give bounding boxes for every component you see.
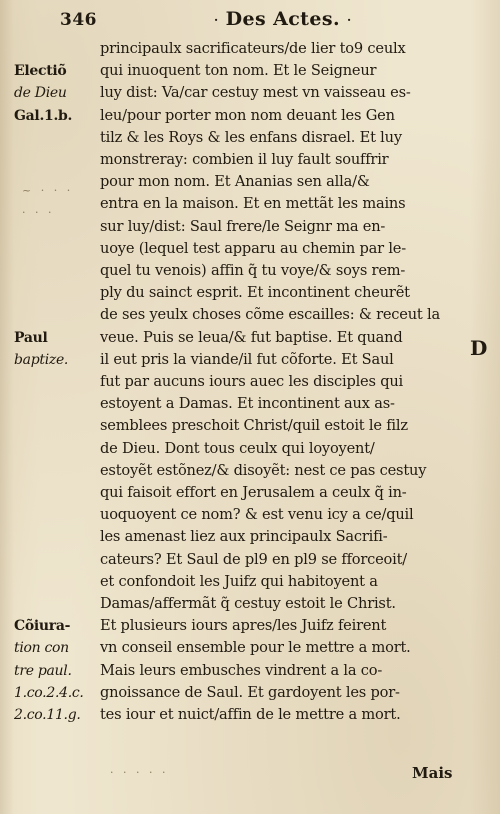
text-line: tilz & les Roys & les enfans disrael. Et luy [100, 128, 402, 146]
text-line: cateurs? Et Saul de pl9 en pl9 se fforceoit/ [100, 550, 407, 568]
text-line: principaulx sacrificateurs/de lier to9 ceulx [100, 40, 406, 57]
text-line: qui inuoquent ton nom. Et le Seigneur [100, 62, 377, 80]
margin-note: Paul [14, 329, 48, 346]
page-header [0, 6, 500, 34]
text-line: fut par aucuns iours auec les disciples qui [100, 373, 404, 390]
text-line: qui faisoit effort en Jerusalem a ceulx q̃ in- [100, 484, 407, 501]
text-line: gnoissance de Saul. Et gardoyent les por- [100, 683, 400, 701]
text-line: estoyent a Damas. Et incontinent aux as- [100, 395, 395, 413]
section-letter-mark: D [470, 336, 488, 360]
text-line: luy dist: Va/car cestuy mest vn vaisseau es- [100, 84, 411, 102]
text-line: de Dieu. Dont tous ceulx qui loyoyent/ [100, 439, 375, 457]
running-title [214, 8, 352, 30]
margin-note: baptize. [14, 351, 69, 368]
margin-note: de Dieu [14, 85, 67, 102]
text-line: monstreray: combien il luy fault souffrir [100, 151, 389, 168]
margin-note: Electiõ [14, 63, 67, 80]
running-title-text: Des Actes. [225, 8, 340, 30]
faded-marks: · · · · · [110, 766, 169, 779]
text-line: vn conseil ensemble pour le mettre a mort. [100, 639, 411, 657]
text-line: Et plusieurs iours apres/les Juifz feirent [100, 617, 387, 635]
text-line: uoquoyent ce nom? & est venu icy a ce/quil [100, 506, 414, 524]
text-line: Mais leurs embusches vindrent a la co- [100, 661, 383, 679]
text-line: leu/pour porter mon nom deuant les Gen [100, 106, 395, 124]
text-line: et confondoit les Juifz qui habitoyent a [100, 572, 378, 590]
ornament-right: · [346, 13, 352, 27]
text-line: les amenast liez aux principaulx Sacrifi- [100, 528, 388, 546]
folio-number: 346 [60, 10, 97, 30]
text-line: de ses yeulx choses cõme escailles: & receut la [100, 306, 440, 324]
margin-note: Gal.1.b. [14, 107, 73, 124]
ornament-left: · [214, 13, 219, 27]
faded-marks: · · · [22, 206, 55, 219]
margin-note: tre paul. [14, 662, 72, 679]
text-line: semblees preschoit Christ/quil estoit le filz [100, 417, 408, 435]
margin-note: 2.co.11.g. [14, 707, 81, 723]
text-line: Damas/affermãt q̃ cestuy estoit le Christ. [100, 595, 396, 612]
text-line: tes iour et nuict/affin de le mettre a mort. [100, 706, 401, 723]
text-line: uoye (lequel test apparu au chemin par le- [100, 239, 406, 257]
text-line: pour mon nom. Et Ananias sen alla/& [100, 173, 370, 191]
catchword: Mais [412, 764, 453, 782]
text-line: entra en la maison. Et en mettãt les mains [100, 195, 406, 213]
text-line: estoyẽt estõnez/& disoyẽt: nest ce pas cestuy [100, 461, 427, 479]
text-line: il eut pris la viande/il fut cõforte. Et Saul [100, 350, 394, 368]
text-line: veue. Puis se leua/& fut baptise. Et quand [100, 328, 403, 346]
margin-note: tion con [14, 640, 69, 657]
text-line: quel tu venois) affin q̃ tu voye/& soys rem- [100, 262, 406, 279]
text-line: sur luy/dist: Saul frere/le Seignr ma en- [100, 217, 386, 235]
margin-note: Cõiura- [14, 618, 71, 635]
margin-note: 1.co.2.4.c. [14, 684, 84, 701]
text-line: ply du sainct esprit. Et incontinent cheurẽt [100, 284, 410, 302]
faded-marks: ~ · · · [22, 184, 74, 197]
